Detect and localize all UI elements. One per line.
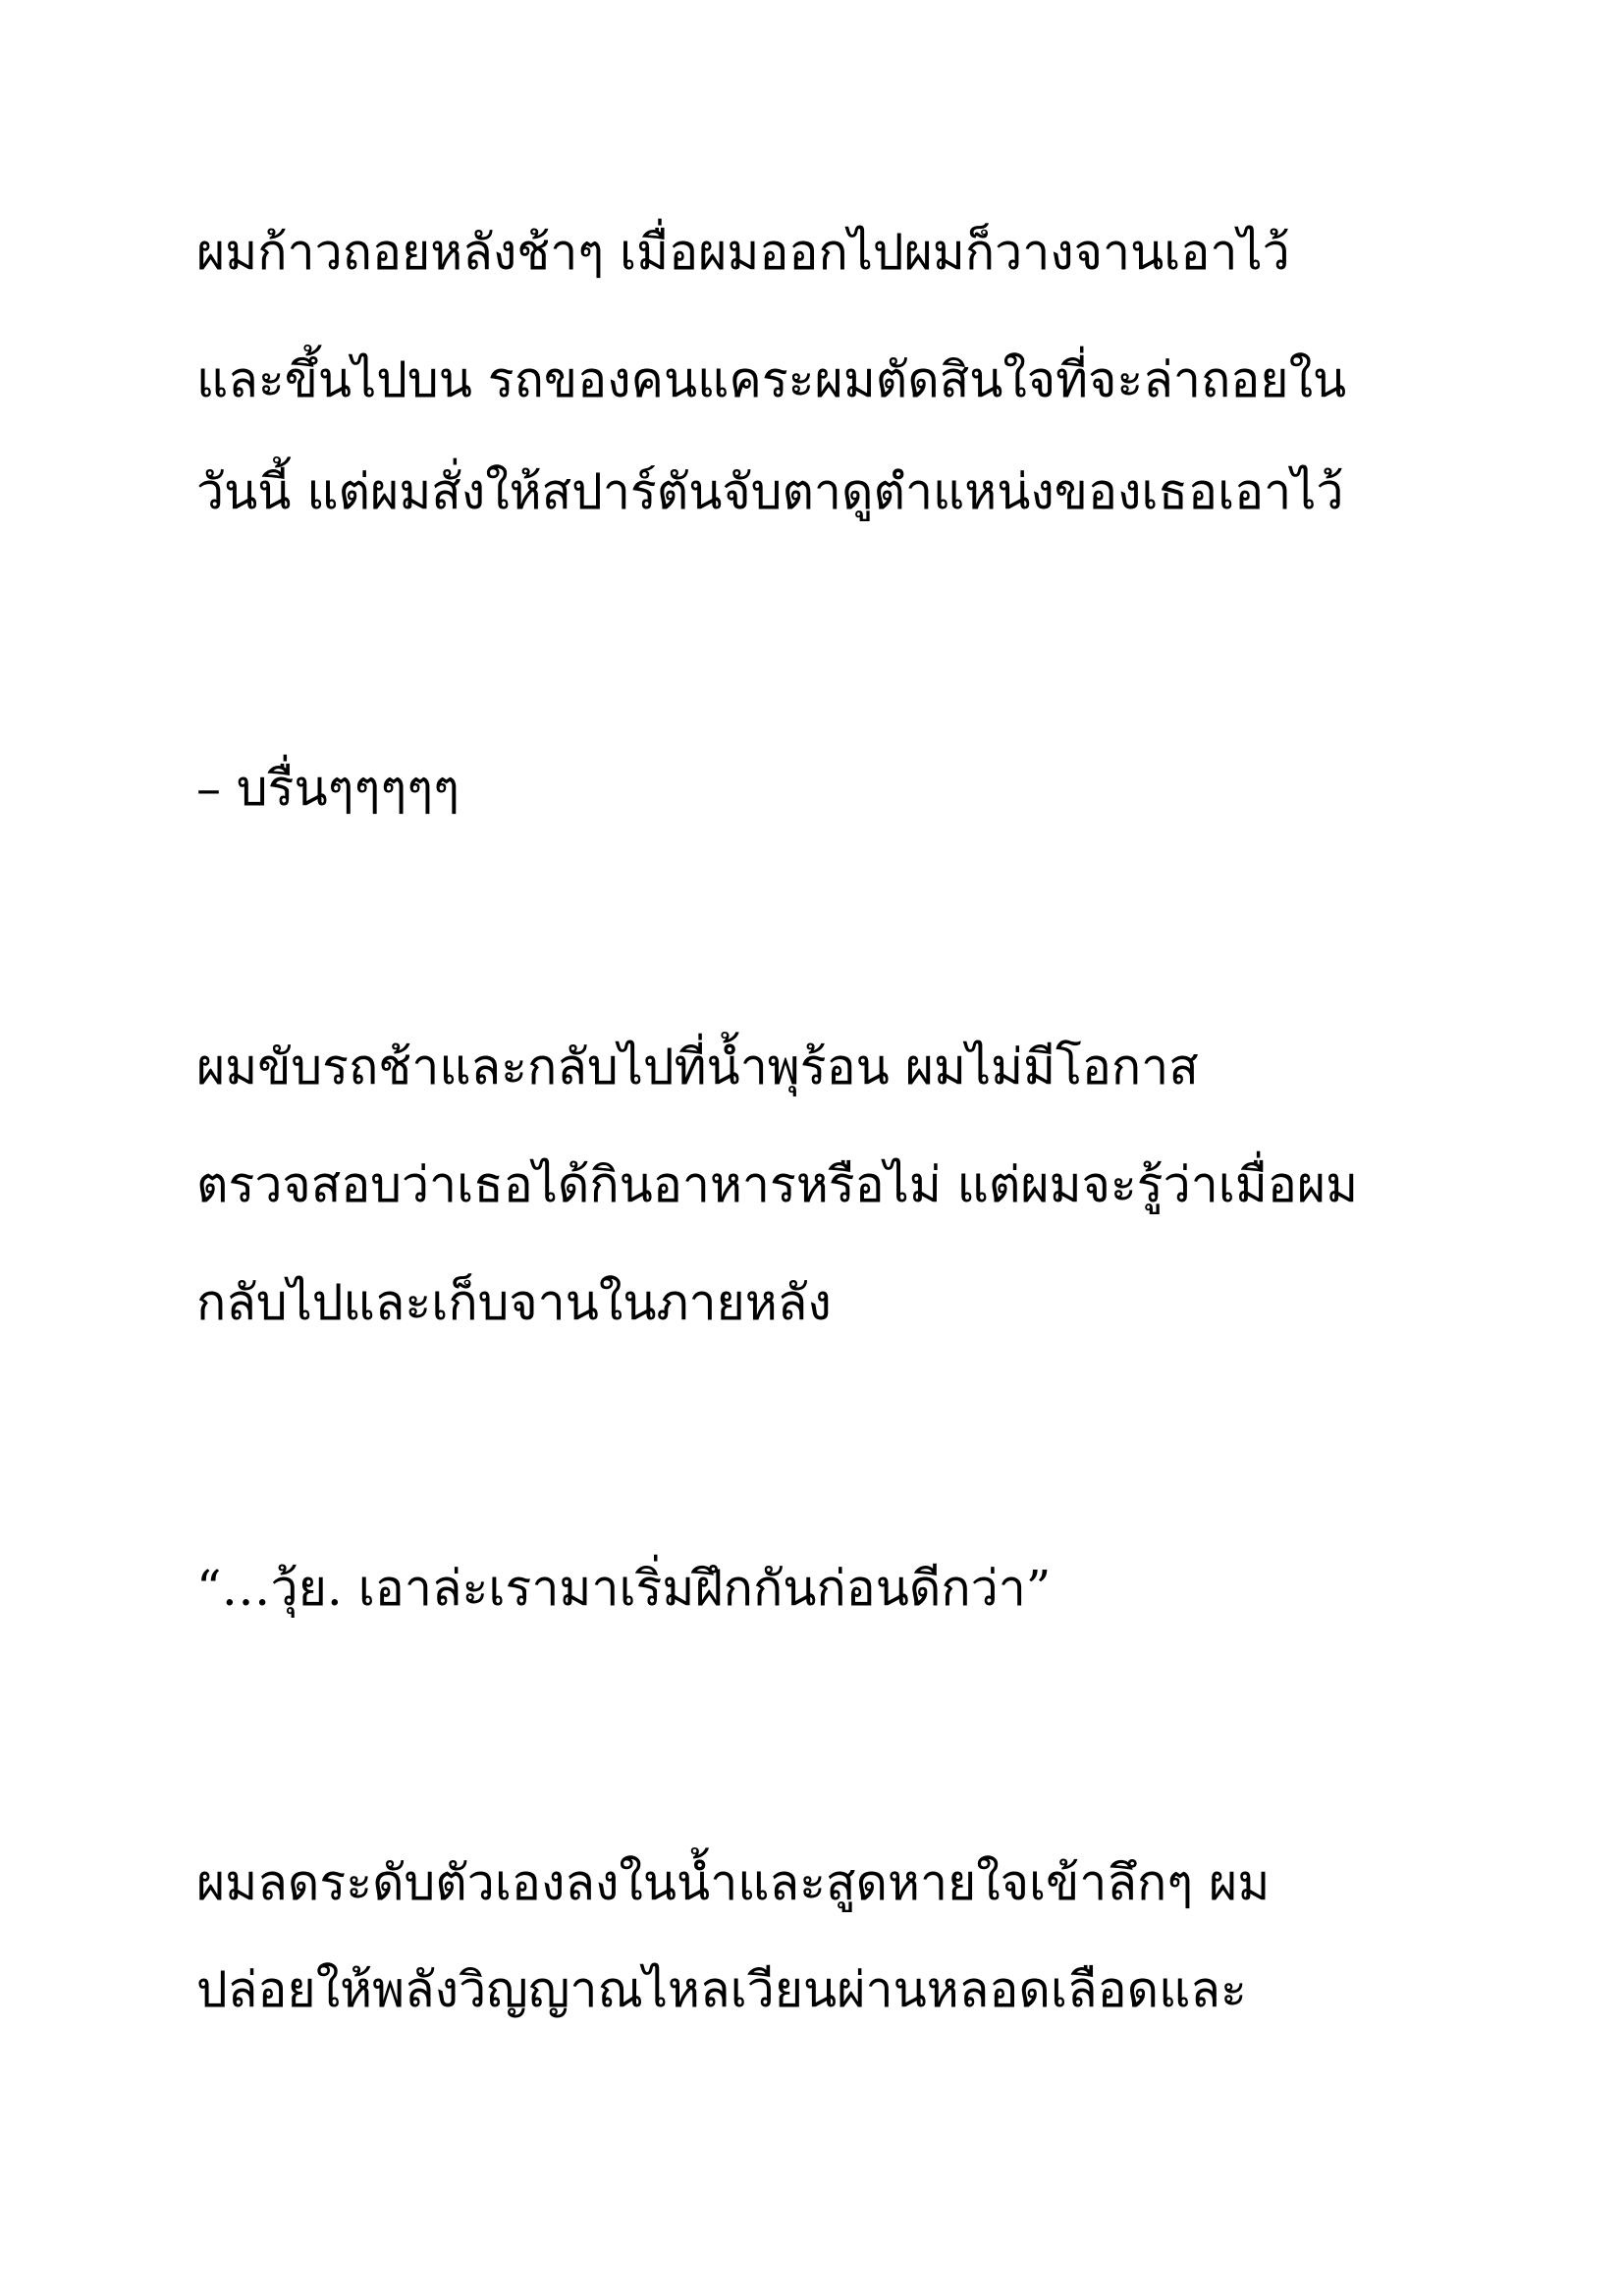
sound-effect-line: – บรื่นๆๆๆๆๆ [196, 760, 460, 817]
dialogue-line: “…วุ้ย. เอาล่ะเรามาเริ่มฝึกกันก่อนดีกว่า” [196, 1560, 1052, 1617]
paragraph-1-line-2: และขึ้นไปบน รถของคนแคระผมตัดสินใจที่จะล่าถอยใน [196, 351, 1347, 408]
paragraph-1-line-3: วันนี้ แต่ผมสั่งให้สปาร์ตันจับตาดูตำแหน่งของเธอเอาไว้ [196, 463, 1344, 520]
paragraph-1-line-1: ผมก้าวถอยหลังช้าๆ เมื่อผมออกไปผมก็วางจานเอาไว้ [196, 224, 1290, 281]
paragraph-2-line-1: ผมขับรถช้าและกลับไปที่น้ำพุร้อน ผมไม่มีโอกาส [196, 1039, 1199, 1095]
paragraph-2-line-2: ตรวจสอบว่าเธอได้กินอาหารหรือไม่ แต่ผมจะรู้ว่าเมื่อผม [196, 1156, 1359, 1213]
paragraph-3-line-2: ปล่อยให้พลังวิญญาณไหลเวียนผ่านหลอดเลือดและ [196, 1961, 1247, 2018]
paragraph-3-line-1: ผมลดระดับตัวเองลงในน้ำและสูดหายใจเข้าลึกๆ ผม [196, 1854, 1271, 1911]
paragraph-2-line-3: กลับไปและเก็บจานในภายหลัง [196, 1274, 832, 1331]
